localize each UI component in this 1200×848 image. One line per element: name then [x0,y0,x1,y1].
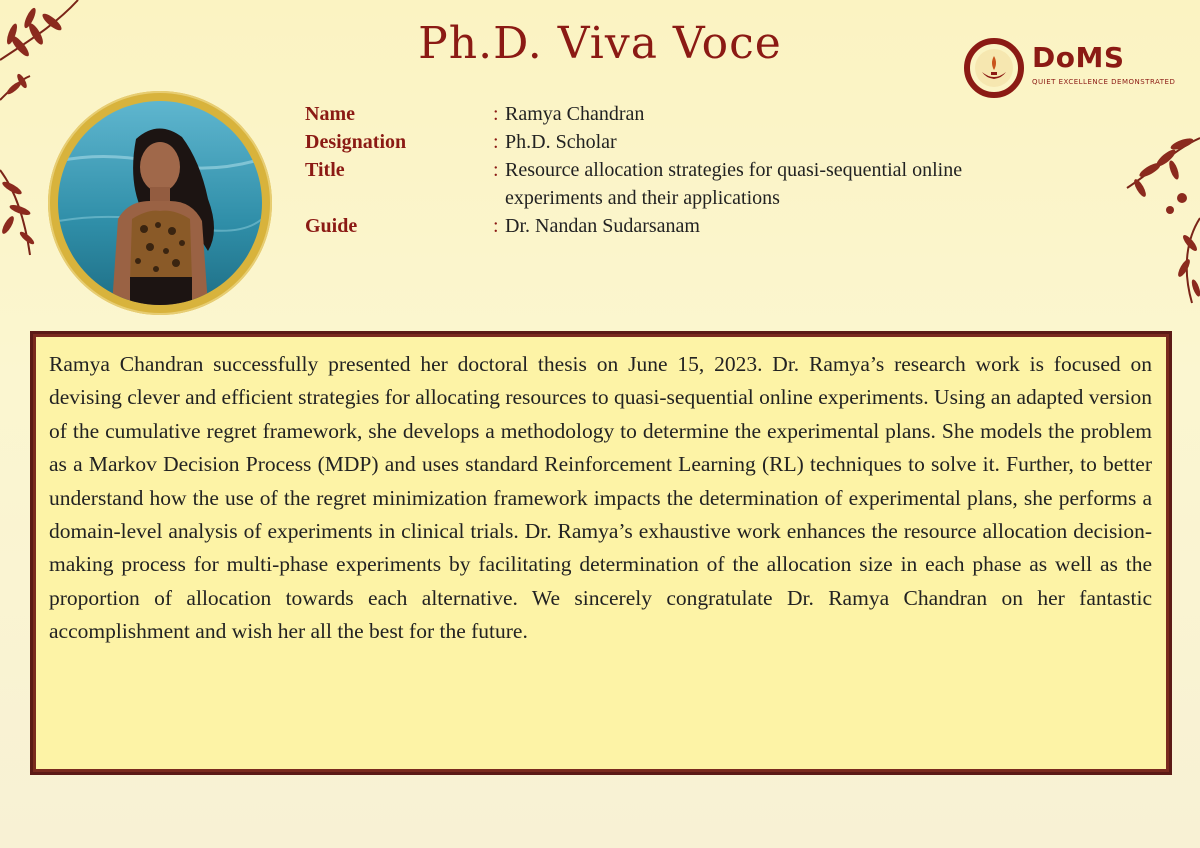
detail-label: Name [305,103,355,125]
detail-label: Designation [305,131,407,153]
detail-label: Title [305,159,345,181]
decorative-leaves-left [0,160,50,260]
page-title: Ph.D. Viva Voce [418,18,782,69]
detail-value: Ramya Chandran [505,103,645,125]
detail-value: Ph.D. Scholar [505,131,617,153]
detail-separator: : [493,159,499,181]
detail-value: Resource allocation strategies for quasi-sequential online experiments and their applications [505,159,963,209]
detail-label: Guide [305,215,358,237]
summary-text: Ramya Chandran successfully presented her doctoral thesis on June 15, 2023. Dr. Ramya’s research work is focused on devising clever and efficient strategies for allocating resources to quasi-sequential online experiments. Using an adapted version of the cumulative regret framework, she develops a methodology to determine the experimental plans. She models the problem as a Markov Decision Process (MDP) and uses standard Reinforcement Learning (RL) techniques to solve it. Further, to better understand how the use of the regret minimization framework impacts the determination of experimental plans, she performs a domain-level analysis of experiments in clinical trials. Dr. Ramya’s exhaustive work enhances the resource allocation decision-making process for multi-phase experiments by facilitating determination of the allocation size in each phase as well as the proportion of allocation towards each alternative. We sincerely congratulate Dr. Ramya Chandran on her fantastic accomplishment and wish her all the best for the future. [49,352,1152,644]
decorative-leaves-right [1122,118,1200,308]
logo-text: DoMS [1032,41,1125,74]
logo-emblem-icon [958,38,1032,98]
detail-separator: : [493,215,499,237]
detail-separator: : [493,131,499,153]
detail-row-designation [305,128,1053,156]
detail-separator: : [493,103,499,125]
detail-row-title [305,156,1053,212]
logo-tagline: QUIET EXCELLENCE DEMONSTRATED [1032,78,1176,86]
profile-details [305,100,1053,240]
detail-row-name [305,100,1053,128]
summary-box [30,331,1172,775]
detail-row-guide [305,212,1053,240]
detail-value: Dr. Nandan Sudarsanam [505,215,700,237]
profile-photo [58,101,262,305]
